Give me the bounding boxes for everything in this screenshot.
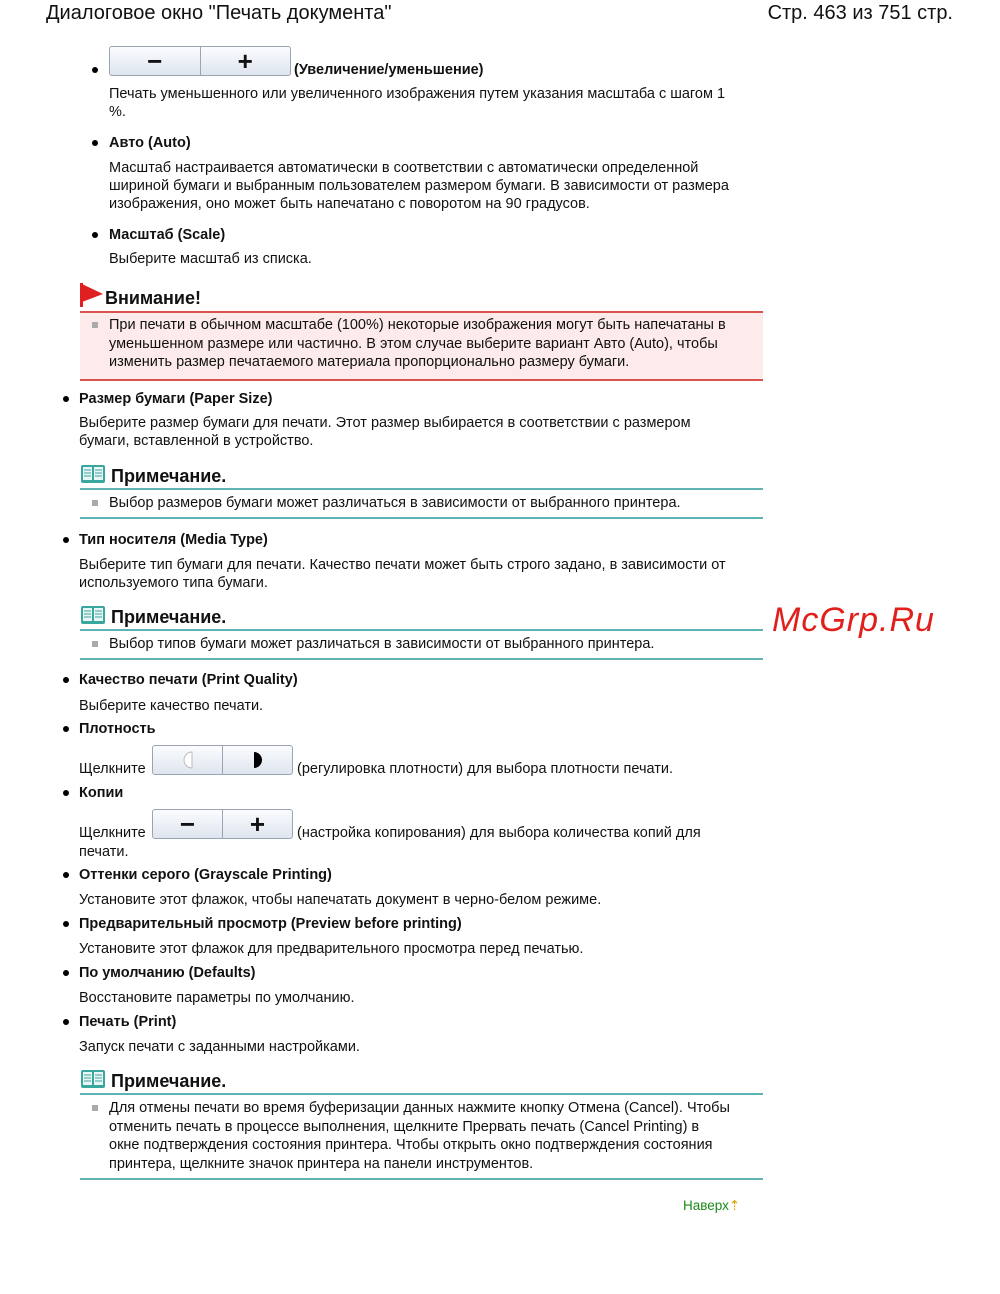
bullet — [63, 790, 69, 796]
half-circle-dark-icon — [252, 751, 264, 769]
divider — [80, 1178, 763, 1180]
divider — [80, 629, 763, 631]
zoom-desc: %. — [109, 104, 126, 120]
bullet — [63, 872, 69, 878]
note-title: Примечание. — [111, 1071, 227, 1091]
warning-title: Внимание! — [105, 288, 201, 308]
page-title: Диалоговое окно "Печать документа" — [46, 2, 392, 24]
preview-label: Предварительный просмотр (Preview before printing) — [79, 916, 462, 932]
paper-size-label: Размер бумаги (Paper Size) — [79, 391, 273, 407]
bullet — [63, 537, 69, 543]
divider — [80, 1093, 763, 1095]
bullet — [92, 500, 98, 506]
bullet — [63, 921, 69, 927]
preview-desc: Установите этот флажок для предварительного просмотра перед печатью. — [79, 941, 584, 957]
bullet — [92, 1105, 98, 1111]
paper-size-desc: бумаги, вставленной в устройство. — [79, 433, 314, 449]
book-icon — [80, 464, 106, 484]
note-text: окне подтверждения состояния принтера. Чтобы открыть окно подтверждения состояния — [109, 1137, 713, 1153]
auto-label: Авто (Auto) — [109, 135, 191, 151]
note-text: Для отмены печати во время буферизации данных нажмите кнопку Отмена (Cancel). Чтобы — [109, 1100, 730, 1116]
quality-label: Качество печати (Print Quality) — [79, 672, 298, 688]
print-desc: Запуск печати с заданными настройками. — [79, 1039, 360, 1055]
divider — [80, 488, 763, 490]
darker-button[interactable] — [222, 746, 292, 774]
lighter-button[interactable] — [153, 746, 222, 774]
divider — [80, 517, 763, 519]
note-text: Выбор типов бумаги может различаться в зависимости от выбранного принтера. — [109, 636, 655, 652]
bullet — [92, 67, 98, 73]
bullet — [92, 641, 98, 647]
bullet — [92, 140, 98, 146]
minus-button[interactable]: − — [179, 808, 196, 839]
half-circle-light-icon — [182, 751, 194, 769]
plus-button[interactable]: + — [222, 810, 292, 838]
warning-text: изменить размер печатаемого материала пропорционально размеру бумаги. — [109, 354, 630, 370]
media-type-label: Тип носителя (Media Type) — [79, 532, 268, 548]
note-title: Примечание. — [111, 466, 227, 486]
back-to-top-link[interactable] — [683, 1197, 740, 1216]
print-label: Печать (Print) — [79, 1014, 177, 1030]
bullet — [92, 322, 98, 328]
bullet — [63, 677, 69, 683]
page-number: Стр. 463 из 751 стр. — [767, 2, 953, 24]
zoom-desc: Печать уменьшенного или увеличенного изображения путем указания масштаба с шагом 1 — [109, 86, 726, 102]
defaults-label: По умолчанию (Defaults) — [79, 965, 256, 981]
bullet — [92, 232, 98, 238]
plus-button[interactable]: + — [200, 47, 291, 75]
note-text: Выбор размеров бумаги может различаться в зависимости от выбранного принтера. — [109, 495, 681, 511]
density-click-text: Щелкните — [79, 761, 146, 777]
copies-desc: печати. — [79, 844, 129, 860]
copies-desc: (настройка копирования) для выбора количества копий для — [297, 825, 701, 841]
grayscale-desc: Установите этот флажок, чтобы напечатать документ в черно-белом режиме. — [79, 892, 602, 908]
warning-text: уменьшенном размере или частично. В этом случае выберите вариант Авто (Auto), чтобы — [109, 336, 718, 352]
scale-label: Масштаб (Scale) — [109, 227, 226, 243]
bullet — [63, 970, 69, 976]
copies-label: Копии — [79, 785, 124, 801]
book-icon — [80, 1069, 106, 1089]
warning-text: При печати в обычном масштабе (100%) некоторые изображения могут быть напечатаны в — [109, 317, 726, 333]
defaults-desc: Восстановите параметры по умолчанию. — [79, 990, 355, 1006]
density-buttons — [152, 745, 293, 775]
note-text: отменить печать в процессе выполнения, щелкните Прервать печать (Cancel Printing) в — [109, 1119, 700, 1135]
density-label: Плотность — [79, 721, 156, 737]
density-desc: (регулировка плотности) для выбора плотности печати. — [297, 761, 674, 777]
media-type-desc: Выберите тип бумаги для печати. Качество печати может быть строго задано, в зависимости от — [79, 557, 726, 573]
zoom-buttons — [109, 46, 291, 76]
zoom-label: (Увеличение/уменьшение) — [294, 62, 484, 78]
paper-size-desc: Выберите размер бумаги для печати. Этот размер выбирается в соответствии с размером — [79, 415, 691, 431]
book-icon — [80, 605, 106, 625]
note-title: Примечание. — [111, 607, 227, 627]
copies-buttons — [152, 809, 293, 839]
back-to-top-label: Наверх — [683, 1198, 729, 1213]
auto-desc: Масштаб настраивается автоматически в соответствии с автоматически определенной — [109, 160, 699, 176]
grayscale-label: Оттенки серого (Grayscale Printing) — [79, 867, 332, 883]
minus-button[interactable]: − — [147, 45, 163, 76]
watermark: McGrp.Ru — [772, 601, 935, 639]
flag-icon — [80, 283, 104, 307]
arrow-up-icon: ⇡ — [728, 1198, 741, 1213]
auto-desc: шириной бумаги и выбранным пользователем размером бумаги. В зависимости от размера — [109, 178, 729, 194]
divider — [80, 658, 763, 660]
note-text: принтера, щелкните значок принтера на панели инструментов. — [109, 1156, 534, 1172]
quality-desc: Выберите качество печати. — [79, 698, 264, 714]
auto-desc: изображения, оно может быть напечатано с поворотом на 90 градусов. — [109, 196, 590, 212]
bullet — [63, 396, 69, 402]
media-type-desc: используемого типа бумаги. — [79, 575, 268, 591]
copies-click-text: Щелкните — [79, 825, 146, 841]
bullet — [63, 726, 69, 732]
scale-desc: Выберите масштаб из списка. — [109, 251, 312, 267]
bullet — [63, 1019, 69, 1025]
